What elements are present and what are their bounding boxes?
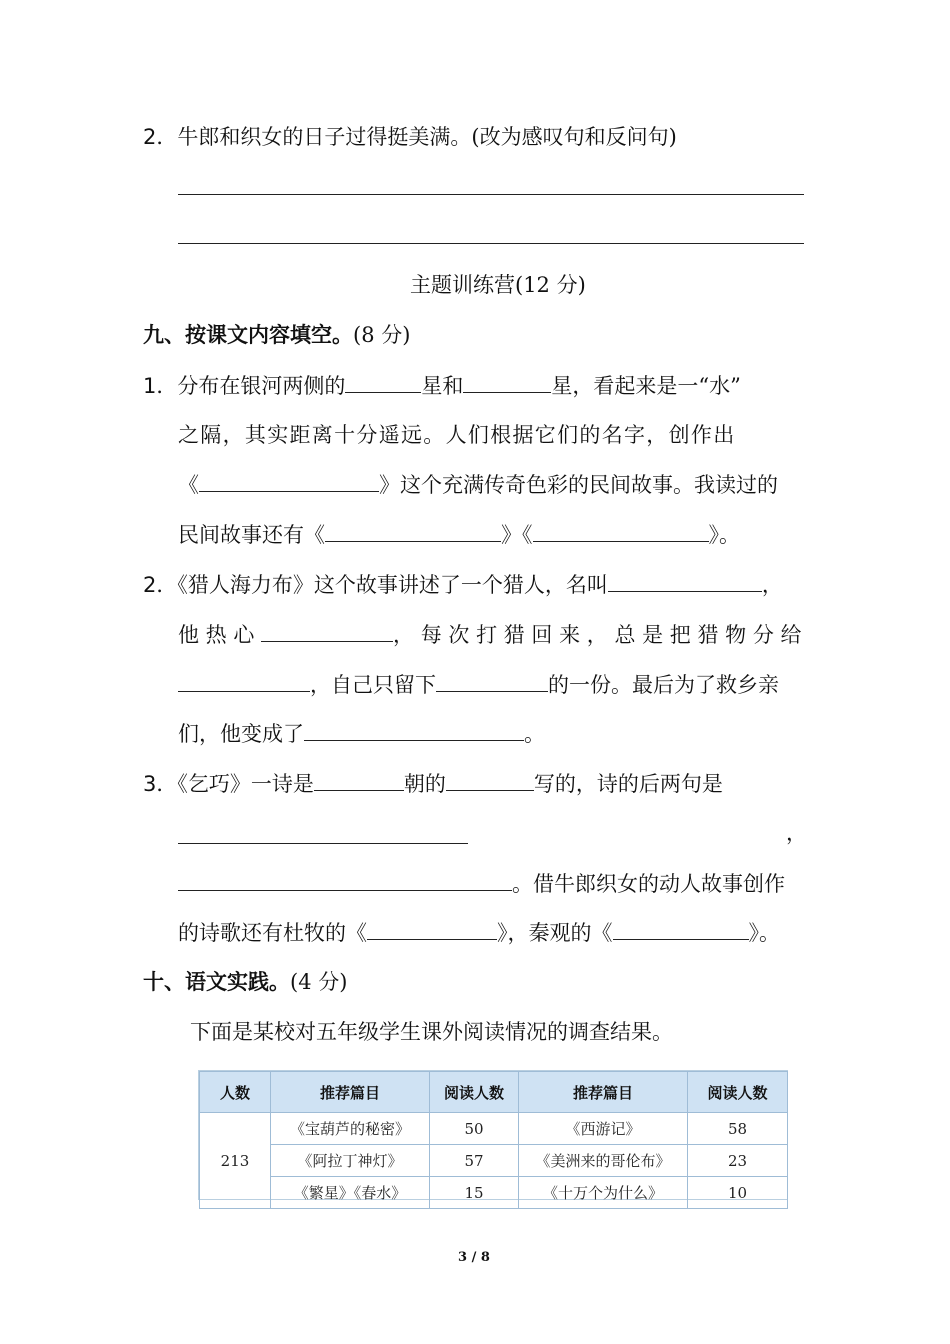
blank[interactable]: [613, 917, 749, 940]
blank[interactable]: [314, 768, 404, 791]
table-row: [200, 1177, 788, 1209]
text: ，: [761, 573, 783, 597]
table-row: [200, 1145, 788, 1177]
s9-q3-line-2-comma: ，: [786, 821, 807, 845]
s9-q1-line-1: [143, 370, 741, 401]
table-cell: 10: [688, 1177, 788, 1209]
question-number: 1．: [143, 374, 178, 398]
text: 他 热 心: [178, 623, 255, 647]
text: 《猎人海力布》这个故事讲述了一个猎人，名叫: [177, 573, 608, 597]
table-cell: 57: [430, 1145, 519, 1177]
s9-q2-line-2: [178, 619, 802, 650]
blank[interactable]: [367, 917, 497, 940]
answer-line-2[interactable]: [178, 243, 804, 244]
total-count-cell: 213: [200, 1113, 271, 1209]
text: 写的，诗的后两句是: [533, 772, 723, 796]
question-text: 牛郎和织女的日子过得挺美满。(改为感叹句和反问句): [177, 125, 677, 149]
section-10-intro: 下面是某校对五年级学生课外阅读情况的调查结果。: [190, 1020, 673, 1044]
header-cell: 推荐篇目: [271, 1072, 430, 1113]
s9-q2-line-4: [178, 718, 545, 749]
blank[interactable]: [178, 669, 310, 692]
blank[interactable]: [199, 469, 379, 492]
text: 的一份。最后为了救乡亲: [548, 673, 779, 697]
blank[interactable]: [304, 718, 524, 741]
s9-q1-line-3: [178, 469, 778, 500]
table-cell: 《繁星》《春水》: [271, 1177, 430, 1209]
text: 》《: [501, 523, 533, 547]
blank[interactable]: [261, 619, 393, 642]
text: 朝的: [403, 772, 446, 796]
s9-q1-line-4: [178, 519, 740, 550]
s9-q1-line-2: 之隔，其实距离十分遥远。人们根据它们的名字，创作出: [178, 423, 736, 447]
text: 《: [178, 473, 199, 497]
text: 。借牛郎织女的动人故事创作: [512, 872, 785, 896]
text: 分布在银河两侧的: [177, 374, 346, 398]
header-cell: 人数: [200, 1072, 271, 1113]
text: 。: [524, 722, 545, 746]
text: 星和: [421, 374, 464, 398]
blank[interactable]: [178, 868, 512, 891]
section-heading: 主题训练营(12 分): [410, 273, 586, 297]
section-10-title: [143, 967, 347, 997]
survey-table: [198, 1070, 788, 1200]
blank[interactable]: [533, 519, 709, 542]
s9-q2-line-1: [143, 569, 783, 600]
text: 们，他变成了: [178, 722, 304, 746]
text: 》。: [748, 921, 780, 945]
table-cell: 《美洲来的哥伦布》: [519, 1145, 688, 1177]
section-10-title-text: 十、语文实践。: [143, 970, 290, 994]
header-cell: 推荐篇目: [519, 1072, 688, 1113]
table-cell: 23: [688, 1145, 788, 1177]
table-cell: 15: [430, 1177, 519, 1209]
text: 》。: [708, 523, 740, 547]
section-9-title-text: 九、按课文内容填空。: [143, 323, 353, 347]
table-cell: 58: [688, 1113, 788, 1145]
section-9-title: [143, 320, 410, 350]
question-2-rewrite: [143, 122, 677, 152]
text: 的诗歌还有杜牧的《: [178, 921, 367, 945]
text: 星，看起来是一“水”: [551, 374, 741, 398]
question-number: 3．: [143, 772, 178, 796]
header-cell: 阅读人数: [688, 1072, 788, 1113]
blank[interactable]: [345, 370, 421, 393]
s9-q3-line-3: [178, 868, 785, 899]
blank[interactable]: [325, 519, 501, 542]
blank[interactable]: [463, 370, 551, 393]
section-9-score: (8 分): [353, 323, 411, 347]
text: 民间故事还有《: [178, 523, 325, 547]
text: ， 每 次 打 猎 回 来 ， 总 是 把 猎 物 分 给: [393, 623, 802, 647]
poem-line-blank-1[interactable]: [178, 843, 468, 844]
table-cell: 《阿拉丁神灯》: [271, 1145, 430, 1177]
text: 》，秦观的《: [497, 921, 613, 945]
text: ，自己只留下: [310, 673, 436, 697]
header-cell: 阅读人数: [430, 1072, 519, 1113]
blank[interactable]: [436, 669, 548, 692]
blank[interactable]: [608, 569, 762, 592]
s9-q3-line-1: [143, 768, 723, 799]
table-header-row: [200, 1072, 788, 1113]
blank[interactable]: [446, 768, 534, 791]
question-number: 2．: [143, 573, 178, 597]
page-number: 3 / 8: [458, 1250, 490, 1265]
table-cell: 《宝葫芦的秘密》: [271, 1113, 430, 1145]
s9-q3-line-4: [178, 917, 780, 948]
text: 《乞巧》一诗是: [177, 772, 314, 796]
table-cell: 《十万个为什么》: [519, 1177, 688, 1209]
question-number: 2．: [143, 125, 178, 149]
answer-line-1[interactable]: [178, 194, 804, 195]
table-cell: 50: [430, 1113, 519, 1145]
text: 》这个充满传奇色彩的民间故事。我读过的: [379, 473, 778, 497]
section-10-score: (4 分): [290, 970, 348, 994]
table-row: [200, 1113, 788, 1145]
s9-q2-line-3: [178, 669, 779, 700]
table-cell: 《西游记》: [519, 1113, 688, 1145]
